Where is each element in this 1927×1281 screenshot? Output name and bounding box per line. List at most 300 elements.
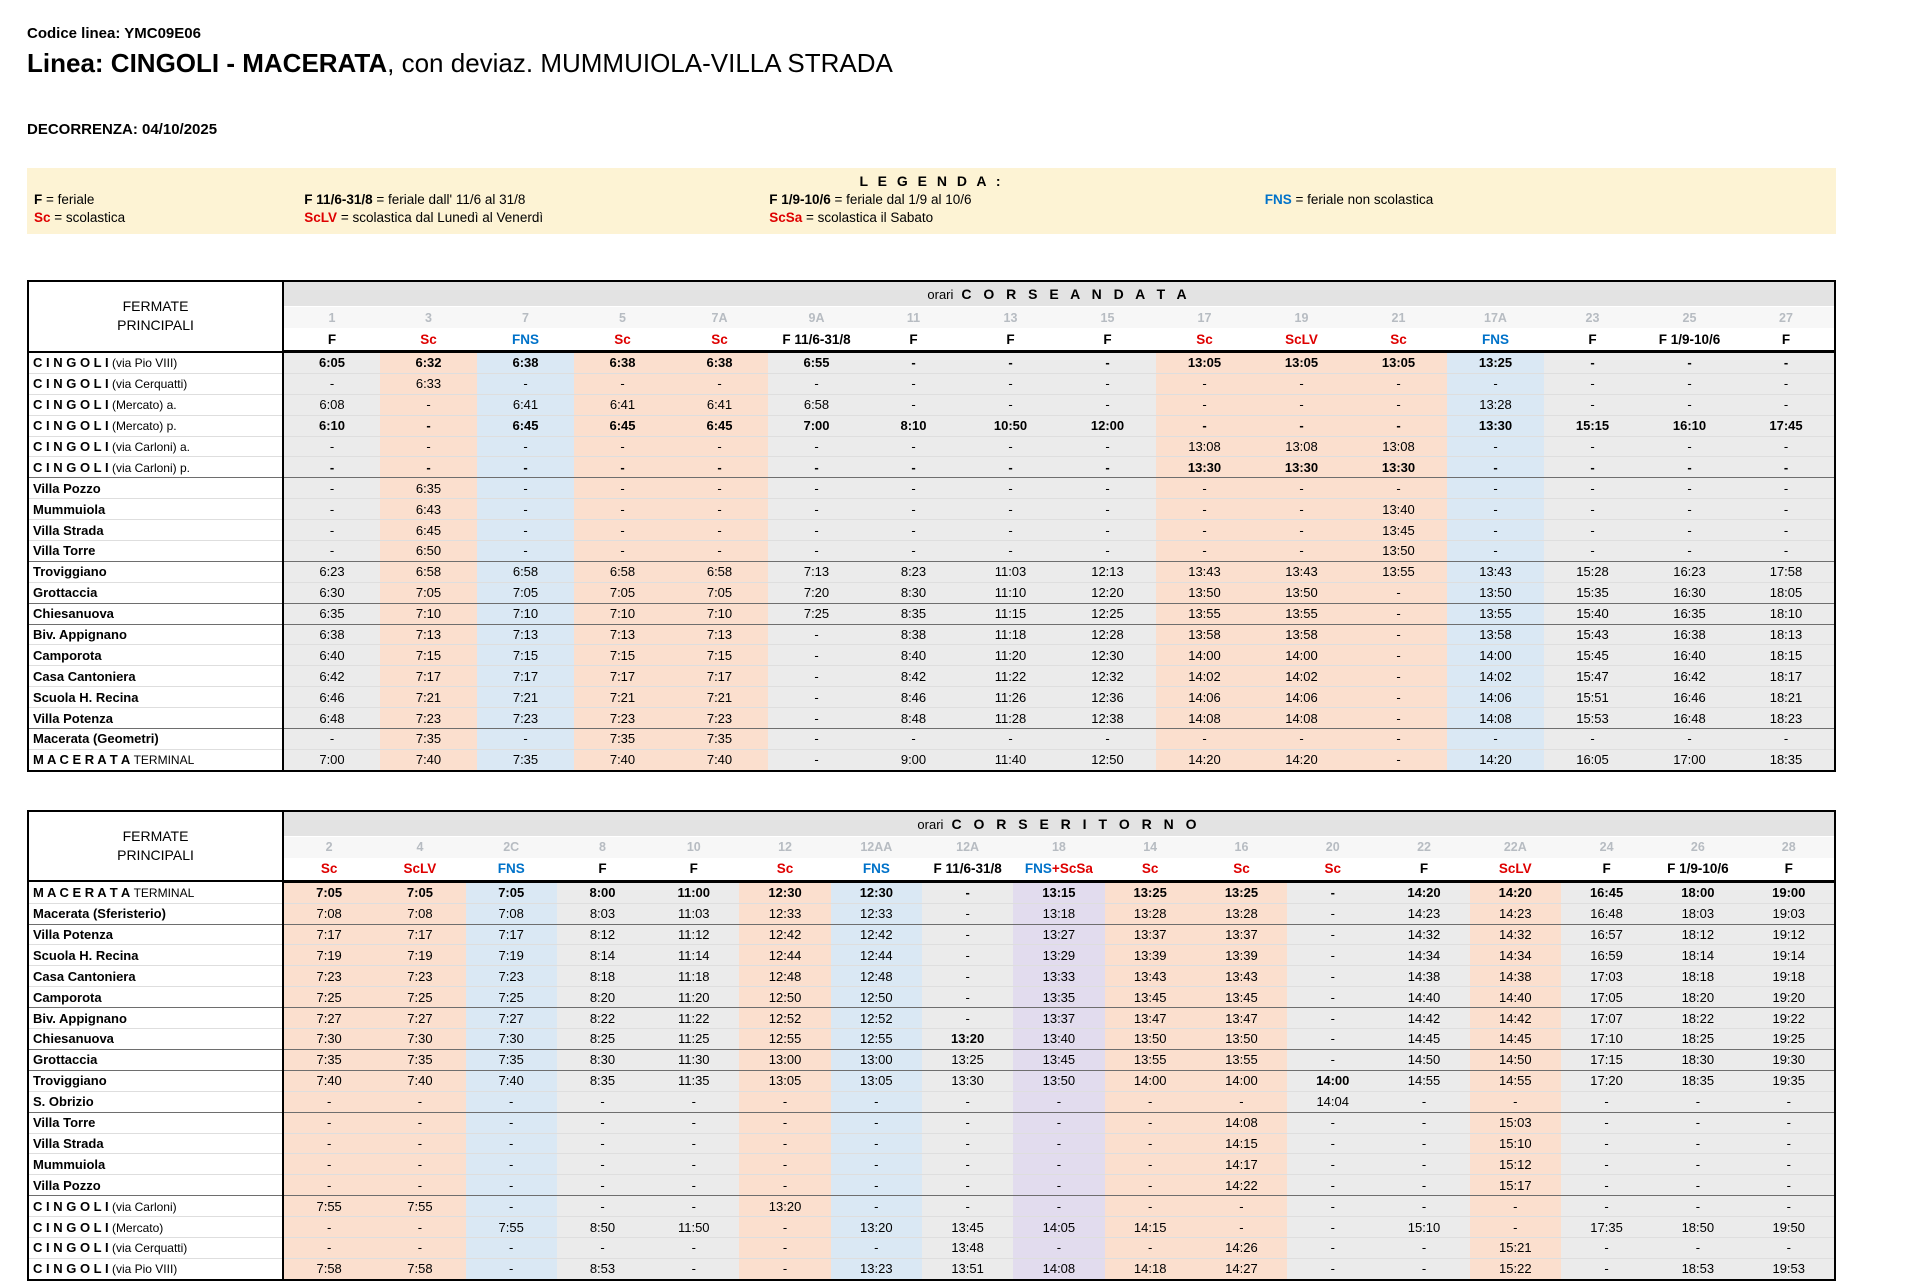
time-cell: - xyxy=(1447,729,1544,750)
time-cell: 8:12 xyxy=(557,924,648,945)
time-cell: - xyxy=(962,478,1059,499)
time-cell: - xyxy=(1652,1175,1743,1196)
time-cell: 7:10 xyxy=(574,603,671,624)
time-cell: 6:35 xyxy=(283,603,380,624)
time-cell: 12:30 xyxy=(739,881,830,903)
time-cell: 18:20 xyxy=(1652,987,1743,1008)
run-number: 1 xyxy=(283,307,380,329)
stop-row xyxy=(28,945,1835,966)
time-cell: - xyxy=(1105,1112,1196,1133)
time-cell: 11:35 xyxy=(648,1070,739,1091)
run-number: 14 xyxy=(1105,836,1196,858)
time-cell: 7:27 xyxy=(283,1008,374,1029)
run-type-label: FNS xyxy=(512,331,539,347)
time-cell: 6:38 xyxy=(477,352,574,374)
run-type xyxy=(1059,328,1156,352)
time-cell: - xyxy=(1447,457,1544,478)
time-cell: - xyxy=(477,499,574,520)
run-type-label: Sc xyxy=(1324,861,1341,877)
time-cell: - xyxy=(1105,1237,1196,1258)
time-cell: 13:50 xyxy=(1196,1029,1287,1050)
time-cell: 19:30 xyxy=(1744,1049,1836,1070)
run-number: 11 xyxy=(865,307,962,329)
time-cell: - xyxy=(1378,1196,1469,1217)
time-cell: - xyxy=(1350,582,1447,603)
time-cell: 17:00 xyxy=(1641,749,1738,770)
time-cell: 7:35 xyxy=(574,729,671,750)
stop-name xyxy=(28,1070,283,1091)
time-cell: 13:39 xyxy=(1105,945,1196,966)
time-cell: 7:10 xyxy=(477,603,574,624)
time-cell: - xyxy=(1013,1175,1104,1196)
run-type-label: FNS xyxy=(497,861,525,877)
time-cell: - xyxy=(283,1175,374,1196)
time-cell: - xyxy=(1641,499,1738,520)
time-cell: 7:05 xyxy=(374,881,465,903)
time-cell: 7:15 xyxy=(574,645,671,666)
time-cell: - xyxy=(1287,1217,1378,1238)
stop-name xyxy=(28,499,283,520)
time-cell: - xyxy=(1350,708,1447,729)
stop-name xyxy=(28,1133,283,1154)
time-cell: 6:58 xyxy=(574,561,671,582)
time-cell: - xyxy=(768,436,865,457)
run-type-label: F 11/6-31/8 xyxy=(933,861,1002,877)
time-cell: 8:38 xyxy=(865,624,962,645)
time-cell: - xyxy=(1738,729,1835,750)
time-cell: - xyxy=(739,1133,830,1154)
time-cell: 7:17 xyxy=(671,666,768,687)
run-type-label: Sc xyxy=(1141,861,1159,877)
run-number: 24 xyxy=(1561,836,1652,858)
time-cell: 6:42 xyxy=(283,666,380,687)
time-cell: - xyxy=(1378,1133,1469,1154)
legend-item xyxy=(769,210,1265,225)
time-cell: - xyxy=(1378,1091,1469,1112)
time-cell: 11:26 xyxy=(962,687,1059,708)
time-cell: - xyxy=(922,987,1013,1008)
time-cell: - xyxy=(1059,352,1156,374)
time-cell: 7:13 xyxy=(380,624,477,645)
time-cell: - xyxy=(1544,394,1641,415)
time-cell: 18:12 xyxy=(1652,924,1743,945)
stop-name xyxy=(28,457,283,478)
run-type xyxy=(283,328,380,352)
time-cell: - xyxy=(831,1175,922,1196)
time-cell: 7:21 xyxy=(477,687,574,708)
time-cell: 7:17 xyxy=(574,666,671,687)
time-cell: - xyxy=(1350,603,1447,624)
time-cell: - xyxy=(768,457,865,478)
legend-key: ScLV xyxy=(304,210,338,225)
time-cell: - xyxy=(1253,373,1350,394)
time-cell: - xyxy=(1561,1154,1652,1175)
time-cell: 7:40 xyxy=(283,1070,374,1091)
time-cell: - xyxy=(768,687,865,708)
time-cell: - xyxy=(1253,541,1350,562)
time-cell: 13:50 xyxy=(1105,1029,1196,1050)
run-type-label: Sc xyxy=(711,331,728,347)
time-cell: 18:13 xyxy=(1738,624,1835,645)
time-cell: 16:10 xyxy=(1641,415,1738,436)
time-cell: - xyxy=(648,1133,739,1154)
time-cell: 14:20 xyxy=(1447,749,1544,770)
time-cell: 17:05 xyxy=(1561,987,1652,1008)
time-cell: 13:45 xyxy=(1013,1049,1104,1070)
time-cell: 13:29 xyxy=(1013,945,1104,966)
time-cell: 18:23 xyxy=(1738,708,1835,729)
time-cell: 15:43 xyxy=(1544,624,1641,645)
time-cell: - xyxy=(1105,1091,1196,1112)
time-cell: 18:22 xyxy=(1652,1008,1743,1029)
stop-name-suffix: TERMINAL xyxy=(130,753,195,768)
run-type-label: F xyxy=(327,331,337,347)
time-cell: - xyxy=(380,394,477,415)
run-type-label: F xyxy=(1781,331,1791,347)
time-cell: 13:25 xyxy=(1447,352,1544,374)
stops-column-header: FERMATE PRINCIPALI xyxy=(28,281,283,352)
time-cell: 7:30 xyxy=(466,1029,557,1050)
time-cell: - xyxy=(1544,373,1641,394)
time-cell: - xyxy=(768,520,865,541)
time-cell: 6:58 xyxy=(671,561,768,582)
legend-text: = scolastica xyxy=(50,210,126,225)
time-cell: 14:20 xyxy=(1156,749,1253,770)
time-cell: 6:05 xyxy=(283,352,380,374)
time-cell: 7:23 xyxy=(380,708,477,729)
time-cell: - xyxy=(1544,729,1641,750)
time-cell: 12:48 xyxy=(831,966,922,987)
run-type xyxy=(380,328,477,352)
time-cell: 13:00 xyxy=(831,1049,922,1070)
time-cell: 13:50 xyxy=(1253,582,1350,603)
time-cell: 6:50 xyxy=(380,541,477,562)
run-type xyxy=(574,328,671,352)
stop-name-main: C I N G O L I xyxy=(33,376,109,392)
time-cell: - xyxy=(1641,373,1738,394)
time-cell: 7:05 xyxy=(380,582,477,603)
stop-name xyxy=(28,966,283,987)
time-cell: 13:55 xyxy=(1196,1049,1287,1070)
time-cell: 7:55 xyxy=(466,1217,557,1238)
timetable-page xyxy=(27,0,1836,1281)
time-cell: - xyxy=(922,945,1013,966)
stop-name-main: Macerata (Sferisterio) xyxy=(33,906,166,922)
stop-name xyxy=(28,903,283,924)
run-type xyxy=(283,858,374,882)
time-cell: 14:00 xyxy=(1156,645,1253,666)
time-cell: - xyxy=(557,1112,648,1133)
time-cell: - xyxy=(865,729,962,750)
table-title-text: C O R S E R I T O R N O xyxy=(951,815,1201,832)
time-cell: 14:15 xyxy=(1196,1133,1287,1154)
time-cell: 8:03 xyxy=(557,903,648,924)
time-cell: - xyxy=(1738,541,1835,562)
run-number: 9A xyxy=(768,307,865,329)
time-cell: 14:20 xyxy=(1470,881,1561,903)
legend-title: L E G E N D A : xyxy=(859,173,1004,189)
time-cell: - xyxy=(1013,1237,1104,1258)
time-cell: 7:15 xyxy=(380,645,477,666)
time-cell: 7:05 xyxy=(477,582,574,603)
time-cell: - xyxy=(574,520,671,541)
time-cell: 6:33 xyxy=(380,373,477,394)
run-type xyxy=(1544,328,1641,352)
stop-row xyxy=(28,1112,1835,1133)
time-cell: - xyxy=(1350,373,1447,394)
time-cell: 13:39 xyxy=(1196,945,1287,966)
time-cell: - xyxy=(283,1133,374,1154)
time-cell: - xyxy=(374,1154,465,1175)
stop-row xyxy=(28,478,1835,499)
time-cell: 7:23 xyxy=(466,966,557,987)
run-type xyxy=(1641,328,1738,352)
stop-row xyxy=(28,520,1835,541)
line-deviation: , con deviaz. MUMMUIOLA-VILLA STRADA xyxy=(387,48,893,78)
time-cell: - xyxy=(648,1175,739,1196)
time-cell: - xyxy=(557,1091,648,1112)
time-cell: - xyxy=(1013,1091,1104,1112)
time-cell: - xyxy=(1738,457,1835,478)
time-cell: 11:18 xyxy=(648,966,739,987)
time-cell: - xyxy=(1378,1175,1469,1196)
time-cell: 13:45 xyxy=(922,1217,1013,1238)
time-cell: 11:22 xyxy=(648,1008,739,1029)
time-cell: 6:45 xyxy=(477,415,574,436)
time-cell: 13:48 xyxy=(922,1237,1013,1258)
time-cell: 13:20 xyxy=(739,1196,830,1217)
legend-item xyxy=(34,210,304,225)
stop-name-main: C I N G O L I xyxy=(33,418,109,434)
time-cell: 17:20 xyxy=(1561,1070,1652,1091)
time-cell: 7:17 xyxy=(374,924,465,945)
time-cell: 11:14 xyxy=(648,945,739,966)
time-cell: - xyxy=(380,457,477,478)
time-cell: - xyxy=(1378,1258,1469,1279)
stop-name-main: Mummuiola xyxy=(33,1156,106,1172)
time-cell: 11:22 xyxy=(962,666,1059,687)
time-cell: 14:32 xyxy=(1470,924,1561,945)
time-cell: 8:10 xyxy=(865,415,962,436)
time-cell: - xyxy=(574,478,671,499)
time-cell: - xyxy=(648,1112,739,1133)
stop-name xyxy=(28,541,283,562)
time-cell: - xyxy=(768,708,865,729)
time-cell: - xyxy=(1156,415,1253,436)
run-type-label: F 1/9-10/6 xyxy=(1658,331,1721,347)
time-cell: 19:53 xyxy=(1744,1258,1836,1279)
time-cell: - xyxy=(1744,1175,1836,1196)
time-cell: 13:28 xyxy=(1196,903,1287,924)
time-cell: 7:23 xyxy=(374,966,465,987)
time-cell: - xyxy=(671,436,768,457)
time-cell: - xyxy=(1447,541,1544,562)
time-cell: - xyxy=(768,499,865,520)
time-cell: 17:35 xyxy=(1561,1217,1652,1238)
time-cell: - xyxy=(962,436,1059,457)
time-cell: 13:55 xyxy=(1253,603,1350,624)
table-title-prefix: orari xyxy=(927,287,954,302)
time-cell: - xyxy=(1641,729,1738,750)
stop-name-main: Mummuiola xyxy=(33,501,106,517)
time-cell: - xyxy=(1470,1217,1561,1238)
time-cell: 7:10 xyxy=(671,603,768,624)
time-cell: 14:45 xyxy=(1470,1029,1561,1050)
time-cell: 19:50 xyxy=(1744,1217,1836,1238)
run-type xyxy=(1652,858,1743,882)
stop-name xyxy=(28,1237,283,1258)
time-cell: - xyxy=(768,749,865,770)
time-cell: 18:05 xyxy=(1738,582,1835,603)
time-cell: - xyxy=(1652,1237,1743,1258)
stop-row xyxy=(28,708,1835,729)
time-cell: - xyxy=(1744,1196,1836,1217)
time-cell: - xyxy=(1350,687,1447,708)
time-cell: - xyxy=(768,666,865,687)
run-number: 28 xyxy=(1744,836,1836,858)
time-cell: - xyxy=(466,1133,557,1154)
time-cell: - xyxy=(283,1237,374,1258)
run-type-label: Sc xyxy=(614,331,631,347)
time-cell: 19:25 xyxy=(1744,1029,1836,1050)
stop-name-main: Troviggiano xyxy=(33,1073,107,1089)
time-cell: - xyxy=(768,729,865,750)
time-cell: 17:58 xyxy=(1738,561,1835,582)
time-cell: - xyxy=(865,520,962,541)
time-cell: 7:13 xyxy=(671,624,768,645)
time-cell: 14:22 xyxy=(1196,1175,1287,1196)
time-cell: 7:23 xyxy=(671,708,768,729)
time-cell: 13:43 xyxy=(1196,966,1287,987)
time-cell: 14:02 xyxy=(1447,666,1544,687)
time-cell: - xyxy=(574,541,671,562)
time-cell: 14:32 xyxy=(1378,924,1469,945)
time-cell: 13:50 xyxy=(1156,582,1253,603)
time-cell: 6:38 xyxy=(283,624,380,645)
run-type xyxy=(466,858,557,882)
time-cell: 19:03 xyxy=(1744,903,1836,924)
run-type-label: Sc xyxy=(1233,861,1250,877)
time-cell: 18:50 xyxy=(1652,1217,1743,1238)
time-cell: 13:28 xyxy=(1447,394,1544,415)
stop-name xyxy=(28,945,283,966)
legend-text: = feriale dal 1/9 al 10/6 xyxy=(830,192,972,207)
run-type-row xyxy=(28,328,1835,352)
time-cell: 15:22 xyxy=(1470,1258,1561,1279)
time-cell: - xyxy=(1287,945,1378,966)
run-type-row xyxy=(28,858,1835,882)
time-cell: 7:13 xyxy=(477,624,574,645)
time-cell: 11:10 xyxy=(962,582,1059,603)
time-cell: 11:28 xyxy=(962,708,1059,729)
time-cell: 17:03 xyxy=(1561,966,1652,987)
time-cell: 12:38 xyxy=(1059,708,1156,729)
time-cell: 7:25 xyxy=(374,987,465,1008)
time-cell: - xyxy=(283,1091,374,1112)
time-cell: - xyxy=(739,1258,830,1279)
time-cell: 7:17 xyxy=(380,666,477,687)
time-cell: 13:28 xyxy=(1105,903,1196,924)
time-cell: 7:05 xyxy=(466,881,557,903)
stop-name-main: Villa Pozzo xyxy=(33,1177,101,1193)
stop-row xyxy=(28,1217,1835,1238)
time-cell: 13:35 xyxy=(1013,987,1104,1008)
time-cell: 7:55 xyxy=(374,1196,465,1217)
time-cell: 18:21 xyxy=(1738,687,1835,708)
time-cell: 14:55 xyxy=(1470,1070,1561,1091)
time-cell: 7:15 xyxy=(477,645,574,666)
stop-name-suffix: TERMINAL xyxy=(130,886,195,900)
time-cell: - xyxy=(1156,373,1253,394)
time-cell: 6:43 xyxy=(380,499,477,520)
time-cell: 14:00 xyxy=(1196,1070,1287,1091)
time-cell: 7:58 xyxy=(374,1258,465,1279)
stop-name xyxy=(28,478,283,499)
stop-name-main: C I N G O L I xyxy=(33,1261,109,1277)
stop-name xyxy=(28,924,283,945)
run-number: 20 xyxy=(1287,836,1378,858)
time-cell: - xyxy=(739,1217,830,1238)
time-cell: 13:00 xyxy=(739,1049,830,1070)
time-cell: 6:48 xyxy=(283,708,380,729)
stop-row xyxy=(28,436,1835,457)
time-cell: 12:50 xyxy=(1059,749,1156,770)
time-cell: - xyxy=(574,499,671,520)
run-type-label: F xyxy=(1103,331,1112,347)
time-cell: 12:42 xyxy=(739,924,830,945)
timetable-andata xyxy=(27,280,1836,772)
stop-row xyxy=(28,1070,1835,1091)
time-cell: 7:35 xyxy=(671,729,768,750)
time-cell: - xyxy=(865,373,962,394)
stops-column-header: FERMATE PRINCIPALI xyxy=(28,811,283,882)
stop-name xyxy=(28,352,283,374)
time-cell: - xyxy=(557,1175,648,1196)
run-type xyxy=(1378,858,1469,882)
time-cell: 18:30 xyxy=(1652,1049,1743,1070)
stop-name-suffix: (via Cerquatti) xyxy=(108,1241,188,1256)
time-cell: 7:40 xyxy=(574,749,671,770)
time-cell: - xyxy=(1641,436,1738,457)
run-type xyxy=(557,858,648,882)
stop-row xyxy=(28,352,1835,374)
stop-name-main: C I N G O L I xyxy=(33,459,109,475)
run-type xyxy=(1561,858,1652,882)
time-cell: - xyxy=(374,1112,465,1133)
time-cell: 7:35 xyxy=(374,1049,465,1070)
stop-name-main: Grottaccia xyxy=(33,585,98,601)
time-cell: 15:15 xyxy=(1544,415,1641,436)
time-cell: - xyxy=(831,1133,922,1154)
time-cell: - xyxy=(1013,1154,1104,1175)
stop-name xyxy=(28,582,283,603)
time-cell: 7:21 xyxy=(574,687,671,708)
time-cell: 19:14 xyxy=(1744,945,1836,966)
time-cell: - xyxy=(962,457,1059,478)
run-number: 22A xyxy=(1470,836,1561,858)
stop-name-main: C I N G O L I xyxy=(33,439,109,454)
time-cell: - xyxy=(671,457,768,478)
time-cell: 12:50 xyxy=(739,987,830,1008)
time-cell: 7:27 xyxy=(466,1008,557,1029)
time-cell: 15:28 xyxy=(1544,561,1641,582)
stop-name-main: Macerata (Geometri) xyxy=(33,731,159,747)
time-cell: - xyxy=(1652,1154,1743,1175)
time-cell: 7:35 xyxy=(380,729,477,750)
stop-row xyxy=(28,903,1835,924)
time-cell: 14:55 xyxy=(1378,1070,1469,1091)
time-cell: - xyxy=(1544,520,1641,541)
